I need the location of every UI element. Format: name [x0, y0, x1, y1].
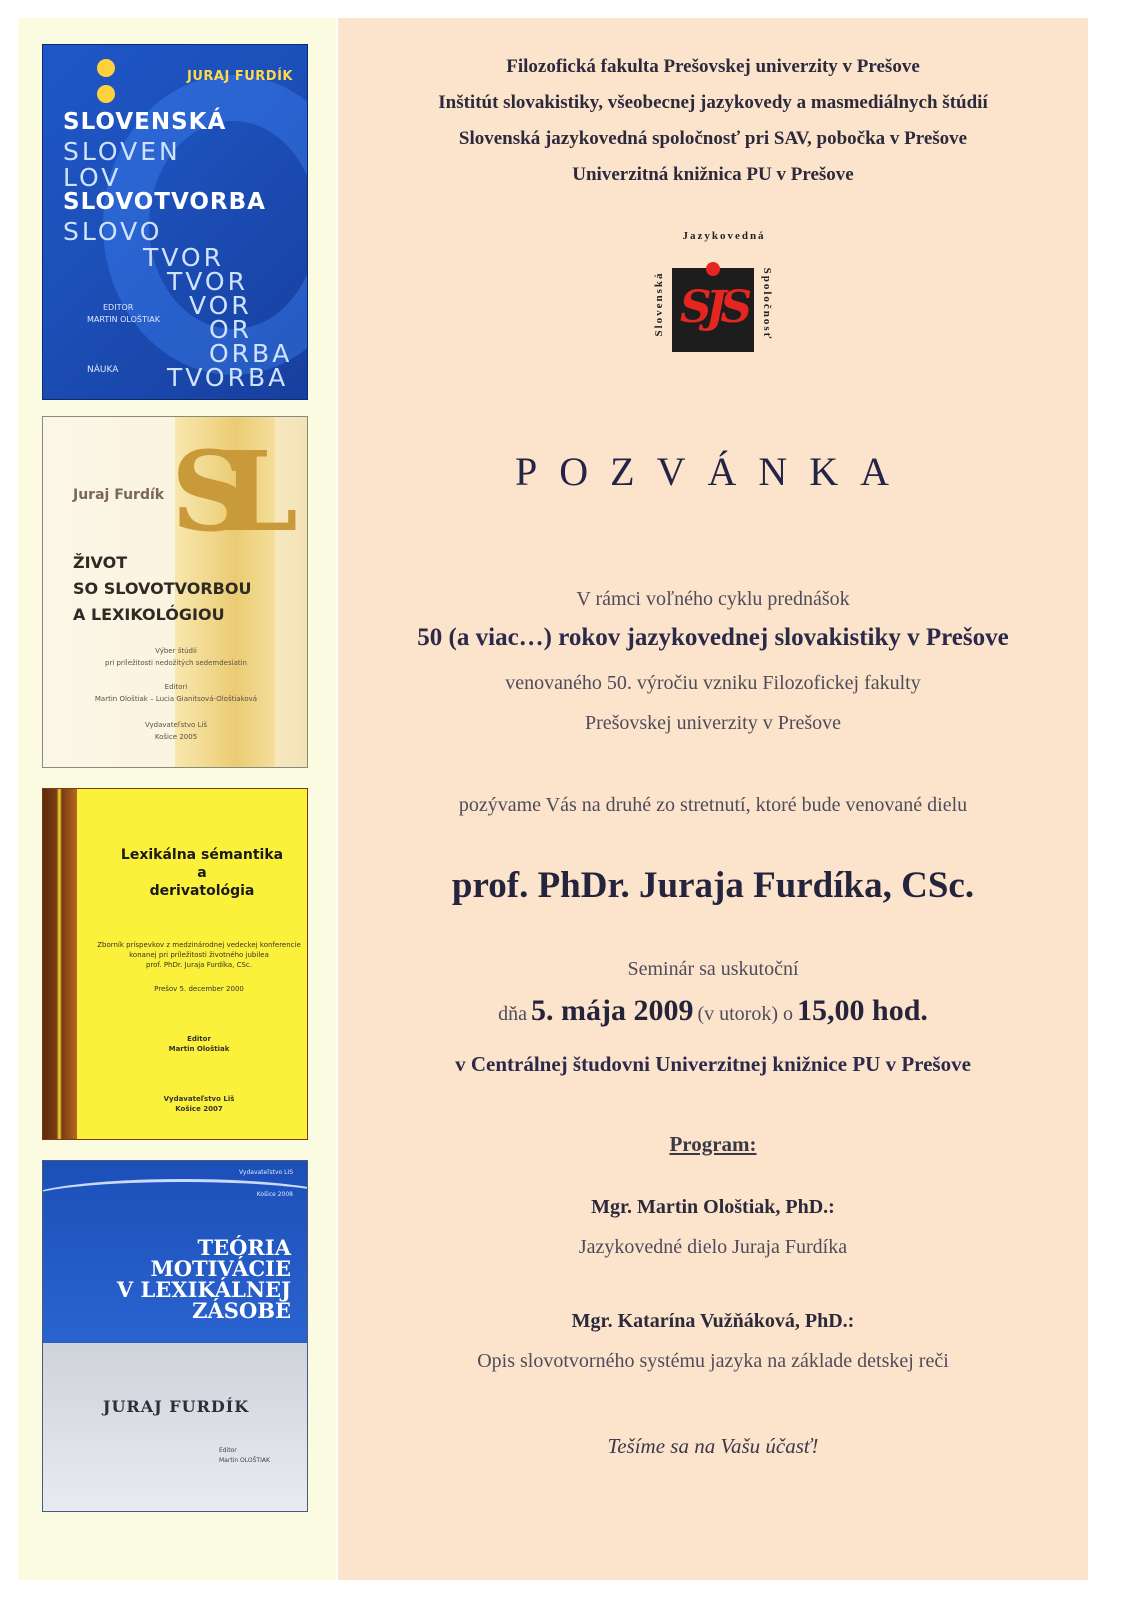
book-publisher: Vydavateľstvo Liš: [144, 721, 208, 729]
cycle-dedication: venovaného 50. výročiu vzniku Filozofickej fakulty: [505, 672, 921, 694]
cover-word: SLOVEN: [63, 137, 181, 166]
cycle-university: Prešovskej univerzity v Prešove: [584, 712, 842, 734]
cover-monogram: SL: [171, 427, 268, 556]
organizer-line: Filozofická fakulta Prešovskej univerzity v Prešove: [506, 56, 920, 77]
logo-text-right: Spoločnosť: [761, 267, 773, 341]
book-description: Prešov 5. december 2000: [154, 985, 244, 993]
book-title-line: Lexikálna sémantika: [120, 847, 284, 863]
seminar-datetime: [338, 994, 1088, 1028]
sjs-society-logo: [650, 228, 776, 356]
organizer-line: Univerzitná knižnica PU v Prešove: [572, 164, 854, 185]
book-editor-name: Martin Ološtiak: [168, 1045, 230, 1053]
book-place-year: Košice 2007: [175, 1105, 223, 1113]
book-covers-strip: [18, 18, 336, 1580]
cover-word: SLOVO: [63, 217, 163, 246]
book-publisher: NÁUKA: [87, 365, 119, 375]
book-editor-name: MARTIN OLOŠTIAK: [87, 315, 160, 324]
book-title-line: V LEXIKÁLNEJ: [116, 1277, 291, 1302]
seminar-time: 15,00 hod.: [797, 994, 928, 1027]
book-publisher: Vydavateľstvo LIS: [238, 1169, 293, 1176]
cycle-name: 50 (a viac…) rokov jazykovednej slovakistiky v Prešove: [417, 624, 1009, 651]
book-editor-label: EDITOR: [103, 303, 134, 312]
logo-text-top: Jazykovedná: [682, 230, 766, 242]
cover-spine-decoration: [43, 789, 77, 1140]
book-editor-label: Editor: [187, 1035, 211, 1043]
book-editor-name: Martin OLOŠTIAK: [219, 1457, 270, 1464]
book-title-line: ŽIVOT: [73, 553, 128, 572]
logo-text-left: Slovenská: [653, 271, 665, 337]
book-editor-label: Editor: [219, 1447, 237, 1454]
book-title-line: SO SLOVOTVORBOU: [73, 579, 252, 598]
cover-word: LOV: [63, 163, 122, 192]
cycle-intro: V rámci voľného cyklu prednášok: [576, 588, 850, 610]
book-author: JURAJ FURDÍK: [102, 1397, 250, 1416]
cover-wave-decoration: [42, 1179, 308, 1222]
book-title-line: TEÓRIA: [197, 1235, 291, 1260]
book-place-year: Košice 2008: [256, 1191, 293, 1198]
cover-dot: [97, 85, 115, 103]
book-subtitle: Výber štúdií: [155, 647, 197, 655]
book-cover-teoria-motivacie: [42, 1160, 308, 1512]
invitation-title: POZVÁNKA: [515, 449, 911, 494]
program-topic: Opis slovotvorného systému jazyka na základe detskej reči: [477, 1350, 949, 1372]
book-description: Zborník príspevkov z medzinárodnej vedeckej konferencie: [97, 941, 301, 949]
program-speaker: Mgr. Katarína Vužňáková, PhD.:: [571, 1310, 855, 1332]
book-place-year: Košice 2005: [154, 733, 198, 741]
seminar-weekday: (v utorok) o: [697, 1003, 794, 1025]
book-cover-slovenska-slovotvorba: [42, 44, 308, 400]
seminar-day-prefix: dňa: [498, 1003, 527, 1025]
invite-line: pozývame Vás na druhé zo stretnutí, ktoré bude venované dielu: [458, 794, 968, 816]
book-cover-zivot-so-slovotvorbou: [42, 416, 308, 768]
program-heading: Program:: [669, 1132, 757, 1156]
organizer-line: Slovenská jazykovedná spoločnosť pri SAV, pobočka v Prešove: [458, 128, 968, 149]
book-title-line: MOTIVÁCIE: [150, 1256, 291, 1281]
program-speaker: Mgr. Martin Ološtiak, PhD.:: [591, 1196, 835, 1218]
closing-line: Tešíme sa na Vašu účasť!: [607, 1434, 819, 1458]
book-author: Juraj Furdík: [73, 487, 165, 503]
book-subtitle: pri príležitosti nedožitých sedemdesiatin: [105, 659, 247, 667]
cover-dot: [97, 59, 115, 77]
cover-word: OR: [209, 315, 253, 344]
organizer-line: Inštitút slovakistiky, všeobecnej jazykovedy a masmediálnych štúdií: [438, 92, 988, 113]
seminar-intro: Seminár sa uskutoční: [627, 958, 799, 980]
book-title-line: derivatológia: [149, 883, 255, 899]
cover-word: TVORBA: [167, 363, 289, 392]
invitation-panel: [338, 18, 1088, 1580]
book-title-line: a: [197, 865, 207, 881]
book-cover-lexikalna-semantika: [42, 788, 308, 1140]
lecturer-name: prof. PhDr. Juraja Furdíka, CSc.: [451, 865, 975, 906]
book-editors-label: Editori: [164, 683, 188, 691]
cover-word: SLOVOTVORBA: [63, 189, 266, 215]
cover-word: TVOR: [167, 267, 248, 296]
program-topic: Jazykovedné dielo Juraja Furdíka: [578, 1236, 848, 1258]
book-publisher: Vydavateľstvo Liš: [163, 1095, 235, 1103]
book-description: konanej pri príležitosti životného jubilea: [129, 951, 269, 959]
book-author: JURAJ FURDÍK: [187, 69, 293, 84]
book-title-line: ZÁSOBE: [192, 1298, 291, 1323]
book-title: [117, 1237, 291, 1321]
seminar-date: 5. mája 2009: [530, 994, 694, 1027]
logo-red-dot: [706, 262, 720, 276]
book-editors: Martin Ološtiak – Lucia Gianitsová-Ološtiaková: [94, 695, 258, 703]
cover-word: VOR: [189, 291, 252, 320]
cover-word: ORBA: [209, 339, 293, 368]
cover-word: TVOR: [143, 243, 224, 272]
logo-monogram: SJS: [679, 282, 747, 333]
cover-word: SLOVENSKÁ: [63, 109, 227, 135]
seminar-venue: v Centrálnej študovni Univerzitnej knižnice PU v Prešove: [455, 1052, 971, 1076]
book-description: prof. PhDr. Juraja Furdíka, CSc.: [145, 961, 252, 969]
book-title-line: A LEXIKOLÓGIOU: [73, 605, 225, 624]
